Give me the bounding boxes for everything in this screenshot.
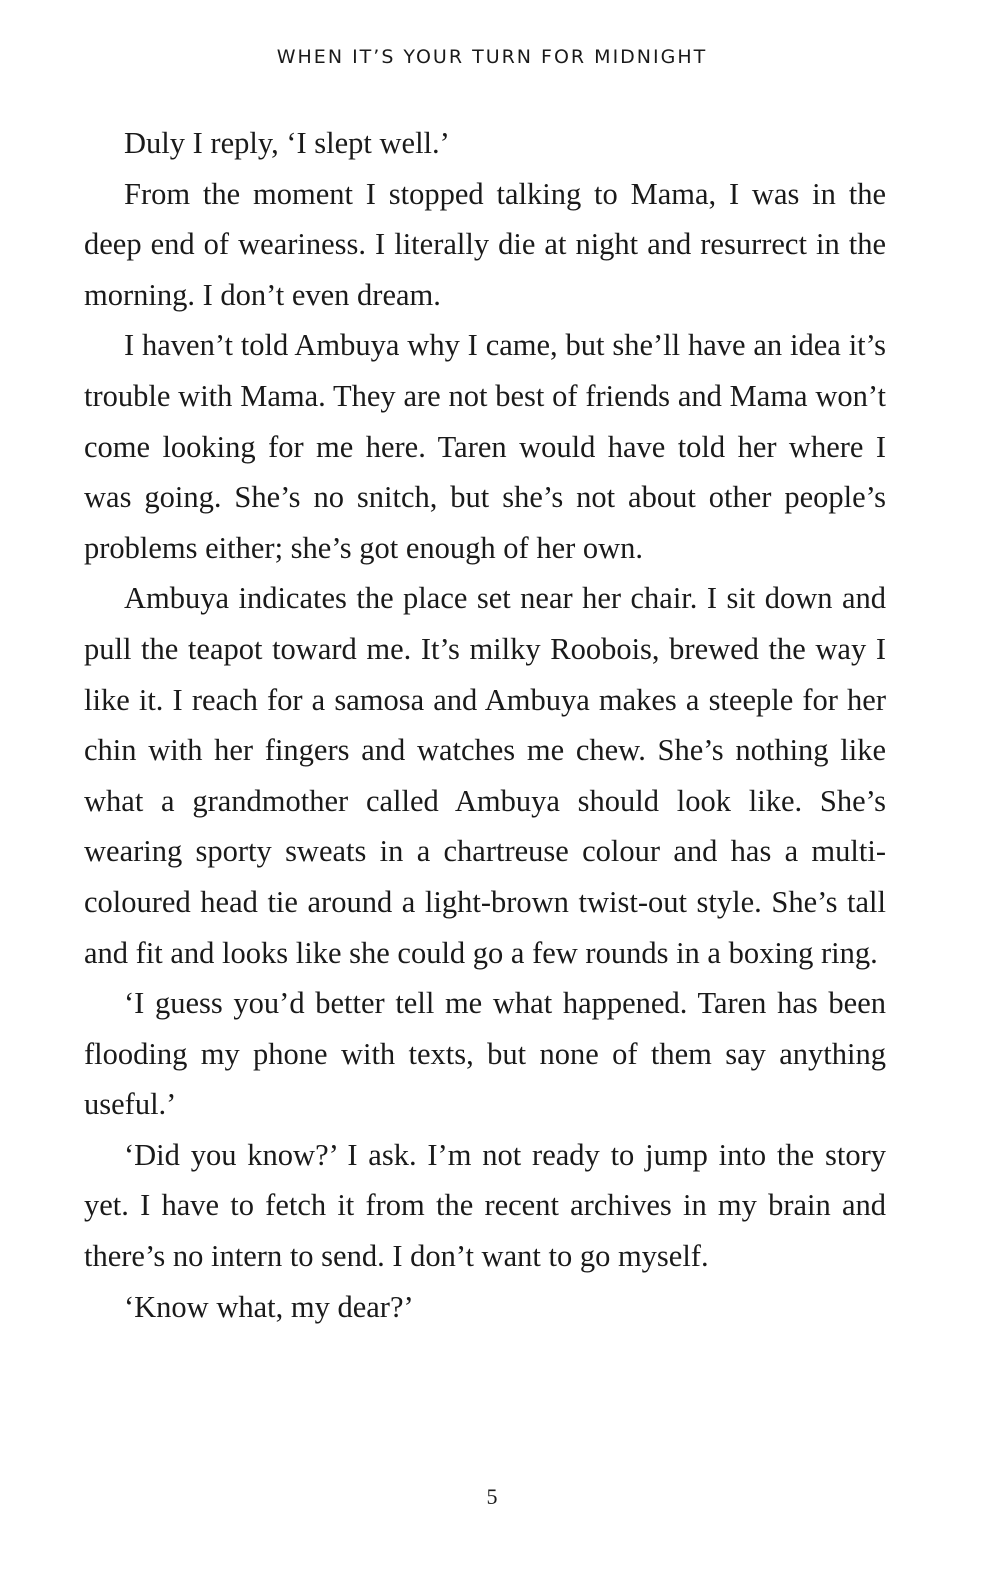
paragraph: I haven’t told Ambuya why I came, but she’ll have an idea it’s trouble with Mama. They are not best of friends and Mama won’t come looking for me here. Taren would have told her where I was going. She’s no snitch, but she’s not about other people’s problems either; she’s got enough of her own. bbox=[84, 328, 886, 565]
paragraph: ‘Did you know?’ I ask. I’m not ready to jump into the story yet. I have to fetch it from the recent archives in my brain and there’s no intern to send. I don’t want to go myself. bbox=[84, 1137, 886, 1274]
paragraph: From the moment I stopped talking to Mama, I was in the deep end of weariness. I literally die at night and resurrect in the morning. I don’t even dream. bbox=[84, 176, 886, 312]
paragraph: ‘Know what, my dear?’ bbox=[124, 1289, 414, 1324]
page-number: 5 bbox=[486, 1484, 498, 1509]
paragraph: Duly I reply, ‘I slept well.’ bbox=[124, 126, 450, 160]
body-text bbox=[84, 118, 886, 1332]
paragraph: Ambuya indicates the place set near her chair. I sit down and pull the teapot toward me. It’s milky Roobois, brewed the way I like it. I reach for a samosa and Ambuya makes a steeple for her chin with her fingers and watches me chew. She’s nothing like what a grandmother called Ambuya should look like. She’s wearing sporty sweats in a chartreuse colour and has a multi-coloured head tie around a light-brown twist-out style. She’s tall and fit and looks like she could go a few rounds in a boxing ring. bbox=[84, 581, 886, 970]
running-head: WHEN IT’S YOUR TURN FOR MIDNIGHT bbox=[276, 46, 708, 68]
paragraph: ‘I guess you’d better tell me what happened. Taren has been flooding my phone with texts, but none of them say anything useful.’ bbox=[84, 986, 886, 1122]
